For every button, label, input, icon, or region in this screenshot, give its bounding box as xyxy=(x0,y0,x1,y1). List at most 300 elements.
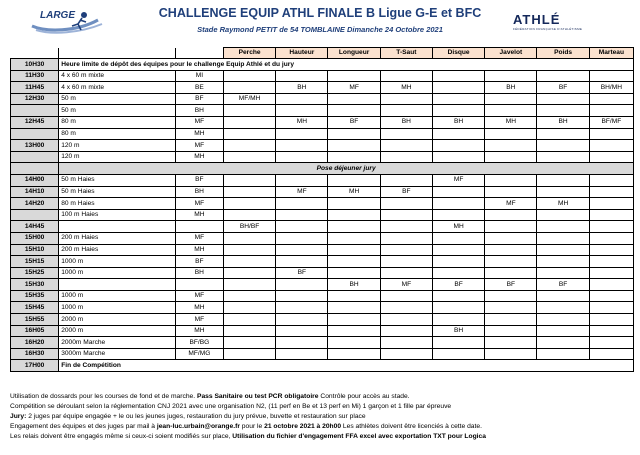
field-cell-longueur xyxy=(328,151,380,163)
table-row xyxy=(11,59,634,71)
event-cell: 2000m Marche xyxy=(59,337,176,349)
field-cell-perche xyxy=(223,348,275,360)
field-cell-t-saut: MH xyxy=(380,82,432,94)
field-cell-longueur xyxy=(328,128,380,140)
time-cell: 15H10 xyxy=(11,244,59,256)
field-cell-perche xyxy=(223,140,275,152)
field-cell-poids: BF xyxy=(537,279,589,291)
field-cell-poids xyxy=(537,302,589,314)
field-cell-javelot xyxy=(485,209,537,221)
jury-category-cell: MH xyxy=(175,128,223,140)
field-cell-longueur xyxy=(328,232,380,244)
event-cell: 100 m Haies xyxy=(59,209,176,221)
note-line-2: Compétition se déroulant selon la réglementation CNJ 2021 avec une organisation N2, (11 perf en Be et 13 perf en Mi) 1 garçon et 1 fille par épreuve xyxy=(10,402,452,410)
jury-category-cell: BF xyxy=(175,174,223,186)
field-cell-t-saut xyxy=(380,302,432,314)
athle-logo-tagline: FÉDÉRATION FRANÇAISE D'ATHLÉTISME xyxy=(513,27,583,31)
time-cell: 15H35 xyxy=(11,290,59,302)
field-cell-marteau xyxy=(589,151,633,163)
field-cell-marteau xyxy=(589,314,633,326)
field-cell-marteau xyxy=(589,174,633,186)
event-cell: 3000m Marche xyxy=(59,348,176,360)
field-cell-poids xyxy=(537,314,589,326)
field-cell-marteau xyxy=(589,267,633,279)
field-cell-t-saut xyxy=(380,209,432,221)
header-blank-cell xyxy=(59,48,176,59)
event-cell: 1000 m xyxy=(59,290,176,302)
field-cell-longueur xyxy=(328,290,380,302)
event-cell: 120 m xyxy=(59,140,176,152)
table-row xyxy=(11,116,634,128)
field-cell-perche xyxy=(223,256,275,268)
large-logo-text: LARGE xyxy=(40,10,75,21)
header-blank-cell xyxy=(175,48,223,59)
header-blank-cell xyxy=(11,48,59,59)
field-cell-disque: BF xyxy=(432,279,484,291)
contact-email[interactable]: jean-luc.urbain@orange.fr xyxy=(156,422,240,430)
table-row xyxy=(11,314,634,326)
field-cell-marteau xyxy=(589,256,633,268)
table-row xyxy=(11,186,634,198)
field-cell-longueur xyxy=(328,325,380,337)
notes-block xyxy=(10,392,630,442)
field-cell-javelot: MH xyxy=(485,116,537,128)
event-cell: 1000 m xyxy=(59,256,176,268)
field-cell-hauteur xyxy=(276,151,328,163)
field-cell-t-saut xyxy=(380,198,432,210)
event-cell: 200 m Haies xyxy=(59,244,176,256)
field-cell-t-saut: BF xyxy=(380,186,432,198)
field-cell-longueur xyxy=(328,337,380,349)
field-cell-marteau xyxy=(589,290,633,302)
field-cell-t-saut: MF xyxy=(380,279,432,291)
table-row xyxy=(11,93,634,105)
table-row xyxy=(11,232,634,244)
field-cell-perche xyxy=(223,325,275,337)
event-cell: 2000 m xyxy=(59,314,176,326)
field-cell-marteau xyxy=(589,198,633,210)
field-cell-poids xyxy=(537,325,589,337)
field-cell-javelot xyxy=(485,128,537,140)
time-cell: 12H30 xyxy=(11,93,59,105)
time-cell xyxy=(11,151,59,163)
field-cell-longueur xyxy=(328,70,380,82)
field-cell-t-saut xyxy=(380,105,432,117)
field-cell-disque xyxy=(432,267,484,279)
field-cell-javelot xyxy=(485,348,537,360)
field-cell-marteau xyxy=(589,140,633,152)
event-cell: 80 m Haies xyxy=(59,198,176,210)
field-cell-longueur: BH xyxy=(328,279,380,291)
field-cell-marteau xyxy=(589,232,633,244)
table-row xyxy=(11,128,634,140)
field-cell-poids: BH xyxy=(537,116,589,128)
field-cell-longueur xyxy=(328,348,380,360)
field-cell-longueur xyxy=(328,198,380,210)
table-row xyxy=(11,198,634,210)
field-cell-t-saut xyxy=(380,93,432,105)
field-cell-javelot xyxy=(485,325,537,337)
field-cell-javelot xyxy=(485,302,537,314)
field-cell-marteau xyxy=(589,337,633,349)
time-cell: 11H45 xyxy=(11,82,59,94)
table-row xyxy=(11,290,634,302)
table-row xyxy=(11,360,634,372)
field-cell-t-saut xyxy=(380,314,432,326)
field-cell-perche xyxy=(223,267,275,279)
field-cell-longueur xyxy=(328,105,380,117)
field-cell-t-saut xyxy=(380,128,432,140)
field-cell-perche xyxy=(223,116,275,128)
field-cell-poids: BF xyxy=(537,82,589,94)
field-cell-hauteur: MF xyxy=(276,186,328,198)
field-cell-perche: BH/BF xyxy=(223,221,275,233)
field-cell-longueur xyxy=(328,93,380,105)
field-cell-perche xyxy=(223,186,275,198)
field-cell-javelot xyxy=(485,186,537,198)
column-header-t-saut: T-Saut xyxy=(380,48,432,59)
note-licencies: Les athlètes doivent être licenciés à cette date. xyxy=(342,422,482,430)
table-row xyxy=(11,140,634,152)
field-cell-poids xyxy=(537,105,589,117)
jury-category-cell: MH xyxy=(175,302,223,314)
table-row xyxy=(11,256,634,268)
table-row xyxy=(11,267,634,279)
field-cell-longueur xyxy=(328,174,380,186)
time-cell: 10H30 xyxy=(11,59,59,71)
field-cell-marteau xyxy=(589,93,633,105)
field-cell-javelot: BF xyxy=(485,279,537,291)
column-header-perche: Perche xyxy=(223,48,275,59)
event-cell: 50 m xyxy=(59,93,176,105)
jury-category-cell: MF xyxy=(175,140,223,152)
field-cell-hauteur: BF xyxy=(276,267,328,279)
field-cell-hauteur xyxy=(276,302,328,314)
note-fichier-engagement: Utilisation du fichier d'engagement FFA excel avec exportation TXT pour Logica xyxy=(232,432,486,440)
field-cell-disque xyxy=(432,93,484,105)
field-cell-marteau xyxy=(589,105,633,117)
field-cell-disque xyxy=(432,82,484,94)
jury-category-cell: BE xyxy=(175,82,223,94)
table-row xyxy=(11,348,634,360)
field-cell-longueur xyxy=(328,314,380,326)
field-cell-poids xyxy=(537,232,589,244)
field-cell-javelot xyxy=(485,244,537,256)
field-cell-hauteur xyxy=(276,232,328,244)
field-cell-marteau xyxy=(589,209,633,221)
event-cell: 50 m Haies xyxy=(59,186,176,198)
field-cell-perche xyxy=(223,151,275,163)
field-cell-javelot: MF xyxy=(485,198,537,210)
field-cell-t-saut xyxy=(380,337,432,349)
column-header-longueur: Longueur xyxy=(328,48,380,59)
field-cell-longueur xyxy=(328,221,380,233)
field-cell-disque xyxy=(432,256,484,268)
row-note: Heure limite de dépôt des équipes pour le challenge Equip Athlé et du jury xyxy=(59,59,634,71)
field-cell-poids: MH xyxy=(537,198,589,210)
field-cell-javelot xyxy=(485,140,537,152)
event-cell: 4 x 60 m mixte xyxy=(59,70,176,82)
page-title: CHALLENGE EQUIP ATHL FINALE B Ligue G-E et BFC xyxy=(158,6,482,20)
field-cell-javelot xyxy=(485,256,537,268)
jury-category-cell: MI xyxy=(175,70,223,82)
time-cell: 13H00 xyxy=(11,140,59,152)
field-cell-hauteur xyxy=(276,105,328,117)
event-cell: 80 m xyxy=(59,116,176,128)
field-cell-hauteur xyxy=(276,209,328,221)
field-cell-hauteur xyxy=(276,325,328,337)
field-cell-poids xyxy=(537,337,589,349)
field-cell-disque: BH xyxy=(432,325,484,337)
time-cell: 14H10 xyxy=(11,186,59,198)
schedule-table xyxy=(10,47,634,372)
table-row xyxy=(11,302,634,314)
field-cell-perche xyxy=(223,105,275,117)
field-cell-t-saut xyxy=(380,290,432,302)
field-cell-hauteur xyxy=(276,140,328,152)
note-line-5 xyxy=(10,432,630,442)
field-cell-javelot xyxy=(485,151,537,163)
field-cell-disque xyxy=(432,302,484,314)
field-cell-hauteur xyxy=(276,93,328,105)
field-cell-t-saut xyxy=(380,267,432,279)
field-cell-marteau xyxy=(589,279,633,291)
column-header-hauteur: Hauteur xyxy=(276,48,328,59)
field-cell-disque xyxy=(432,128,484,140)
time-cell: 17H00 xyxy=(11,360,59,372)
note-engagement: Engagement des équipes et des juges par mail à xyxy=(10,422,155,430)
event-cell: 50 m xyxy=(59,105,176,117)
field-cell-javelot xyxy=(485,232,537,244)
field-cell-t-saut: BH xyxy=(380,116,432,128)
time-cell: 16H30 xyxy=(11,348,59,360)
field-cell-perche xyxy=(223,290,275,302)
field-cell-poids xyxy=(537,256,589,268)
jury-category-cell: MH xyxy=(175,151,223,163)
jury-category-cell xyxy=(175,221,223,233)
field-cell-hauteur xyxy=(276,244,328,256)
row-note: Fin de Compétition xyxy=(59,360,634,372)
field-cell-perche xyxy=(223,302,275,314)
table-row xyxy=(11,325,634,337)
athle-logo-word: ATHLÉ xyxy=(513,12,561,27)
field-cell-hauteur xyxy=(276,198,328,210)
field-cell-disque xyxy=(432,209,484,221)
note-line-1 xyxy=(10,392,630,402)
jury-category-cell: MF xyxy=(175,314,223,326)
field-cell-poids xyxy=(537,93,589,105)
field-cell-t-saut xyxy=(380,232,432,244)
jury-category-cell: BH xyxy=(175,186,223,198)
time-cell: 12H45 xyxy=(11,116,59,128)
field-cell-hauteur xyxy=(276,174,328,186)
column-header-javelot: Javelot xyxy=(485,48,537,59)
field-cell-disque: MF xyxy=(432,174,484,186)
field-cell-t-saut xyxy=(380,174,432,186)
field-cell-perche xyxy=(223,337,275,349)
field-cell-poids xyxy=(537,186,589,198)
time-cell xyxy=(11,105,59,117)
note-relais: Les relais doivent être engagés même si ceux-ci soient modifiés sur place, xyxy=(10,432,231,440)
field-cell-marteau: BH/MH xyxy=(589,82,633,94)
table-row xyxy=(11,163,634,175)
field-cell-disque xyxy=(432,151,484,163)
field-cell-disque xyxy=(432,337,484,349)
time-cell: 16H05 xyxy=(11,325,59,337)
field-cell-disque xyxy=(432,290,484,302)
time-cell xyxy=(11,163,59,175)
field-cell-t-saut xyxy=(380,151,432,163)
field-cell-perche xyxy=(223,174,275,186)
field-cell-perche: MF/MH xyxy=(223,93,275,105)
jury-category-cell: MF xyxy=(175,232,223,244)
field-cell-hauteur xyxy=(276,337,328,349)
field-cell-longueur: BF xyxy=(328,116,380,128)
jury-category-cell: MF xyxy=(175,290,223,302)
field-cell-javelot xyxy=(485,337,537,349)
jury-category-cell: MH xyxy=(175,325,223,337)
field-cell-disque xyxy=(432,70,484,82)
field-cell-perche xyxy=(223,198,275,210)
field-cell-longueur xyxy=(328,244,380,256)
event-cell: 50 m Haies xyxy=(59,174,176,186)
note-jury-text: 2 juges par équipe engagée + le ou les jeunes juges, restauration du jury prévue, buvette et restauration sur place xyxy=(28,412,366,420)
time-cell xyxy=(11,128,59,140)
field-cell-poids xyxy=(537,267,589,279)
field-cell-perche xyxy=(223,128,275,140)
field-cell-javelot xyxy=(485,70,537,82)
table-row xyxy=(11,209,634,221)
lunch-break: Pose déjeuner jury xyxy=(59,163,634,175)
field-cell-poids xyxy=(537,209,589,221)
column-header-poids: Poids xyxy=(537,48,589,59)
field-cell-hauteur xyxy=(276,279,328,291)
field-cell-t-saut xyxy=(380,256,432,268)
field-cell-longueur: MF xyxy=(328,82,380,94)
field-cell-poids xyxy=(537,174,589,186)
note-jury-label: Jury: xyxy=(10,412,27,420)
field-cell-javelot xyxy=(485,174,537,186)
field-cell-marteau xyxy=(589,221,633,233)
time-cell: 15H30 xyxy=(11,279,59,291)
field-cell-longueur xyxy=(328,140,380,152)
field-cell-marteau xyxy=(589,244,633,256)
field-cell-javelot xyxy=(485,267,537,279)
time-cell: 15H55 xyxy=(11,314,59,326)
field-cell-poids xyxy=(537,151,589,163)
field-cell-javelot xyxy=(485,290,537,302)
field-cell-marteau: BF/MF xyxy=(589,116,633,128)
note-line-4 xyxy=(10,422,630,432)
field-cell-disque xyxy=(432,105,484,117)
field-cell-disque xyxy=(432,244,484,256)
jury-category-cell: BH xyxy=(175,267,223,279)
field-cell-disque xyxy=(432,348,484,360)
field-cell-marteau xyxy=(589,325,633,337)
time-cell: 16H20 xyxy=(11,337,59,349)
field-cell-marteau xyxy=(589,186,633,198)
table-row xyxy=(11,244,634,256)
field-cell-hauteur: BH xyxy=(276,82,328,94)
jury-category-cell: MH xyxy=(175,209,223,221)
jury-category-cell: MF xyxy=(175,116,223,128)
field-cell-longueur xyxy=(328,256,380,268)
field-cell-disque xyxy=(432,232,484,244)
field-cell-perche xyxy=(223,232,275,244)
note-dossards: Utilisation de dossards pour les courses de fond et de marche. xyxy=(10,393,196,400)
field-cell-t-saut xyxy=(380,221,432,233)
field-cell-hauteur: MH xyxy=(276,116,328,128)
page-subtitle: Stade Raymond PETIT de 54 TOMBLAINE Dimanche 24 Octobre 2021 xyxy=(197,25,443,34)
time-cell: 15H25 xyxy=(11,267,59,279)
table-row xyxy=(11,105,634,117)
table-row xyxy=(11,279,634,291)
field-cell-disque xyxy=(432,140,484,152)
jury-category-cell: BF xyxy=(175,93,223,105)
table-header-row xyxy=(11,48,634,59)
field-cell-perche xyxy=(223,279,275,291)
event-cell xyxy=(59,221,176,233)
field-cell-poids xyxy=(537,221,589,233)
field-cell-javelot: BH xyxy=(485,82,537,94)
table-row xyxy=(11,70,634,82)
field-cell-javelot xyxy=(485,221,537,233)
field-cell-hauteur xyxy=(276,256,328,268)
field-cell-perche xyxy=(223,82,275,94)
field-cell-javelot xyxy=(485,93,537,105)
column-header-disque: Disque xyxy=(432,48,484,59)
jury-category-cell: MF/MG xyxy=(175,348,223,360)
note-line-3 xyxy=(10,412,630,422)
jury-category-cell xyxy=(175,279,223,291)
field-cell-disque xyxy=(432,198,484,210)
event-cell: 80 m xyxy=(59,128,176,140)
note-pour-le: pour le xyxy=(241,422,263,430)
field-cell-longueur xyxy=(328,209,380,221)
time-cell: 14H00 xyxy=(11,174,59,186)
time-cell: 15H00 xyxy=(11,232,59,244)
field-cell-marteau xyxy=(589,302,633,314)
time-cell: 11H30 xyxy=(11,70,59,82)
field-cell-disque: BH xyxy=(432,116,484,128)
field-cell-poids xyxy=(537,244,589,256)
note-controle: Contrôle pour accès au stade. xyxy=(320,393,410,400)
field-cell-hauteur xyxy=(276,128,328,140)
event-cell: 1000 m xyxy=(59,302,176,314)
jury-category-cell: MH xyxy=(175,244,223,256)
field-cell-poids xyxy=(537,290,589,302)
time-cell: 15H45 xyxy=(11,302,59,314)
note-pass-sanitaire: Pass Sanitaire ou test PCR obligatoire xyxy=(196,393,319,400)
athle-logo xyxy=(513,12,583,36)
event-cell: 4 x 60 m mixte xyxy=(59,82,176,94)
field-cell-javelot xyxy=(485,314,537,326)
event-cell: 120 m xyxy=(59,151,176,163)
field-cell-perche xyxy=(223,209,275,221)
table-row xyxy=(11,221,634,233)
jury-category-cell: BH xyxy=(175,105,223,117)
jury-category-cell: BF/BG xyxy=(175,337,223,349)
field-cell-t-saut xyxy=(380,348,432,360)
field-cell-poids xyxy=(537,128,589,140)
field-cell-t-saut xyxy=(380,244,432,256)
field-cell-poids xyxy=(537,70,589,82)
field-cell-hauteur xyxy=(276,221,328,233)
field-cell-longueur xyxy=(328,302,380,314)
time-cell: 14H20 xyxy=(11,198,59,210)
field-cell-hauteur xyxy=(276,290,328,302)
field-cell-perche xyxy=(223,70,275,82)
